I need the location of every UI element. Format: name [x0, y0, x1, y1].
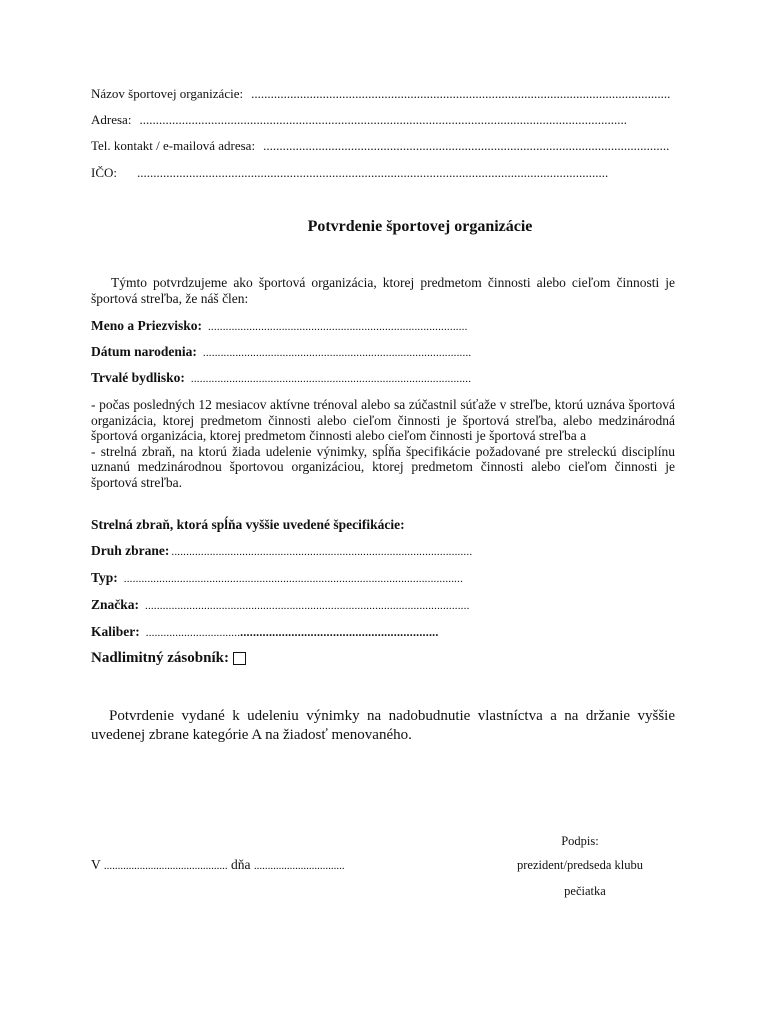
place-field[interactable]: ............................................. [103, 860, 228, 872]
ico-line [91, 165, 608, 181]
weapon-kind-label: Typ: [91, 570, 118, 585]
ico-label: IČO: [91, 165, 117, 180]
signature-label: Podpis: [561, 834, 599, 848]
address-label: Adresa: [91, 112, 132, 127]
magazine-line [91, 650, 246, 667]
president-label: prezident/predseda klubu [517, 858, 643, 872]
birth-date-label: Dátum narodenia: [91, 344, 197, 359]
ico-field[interactable]: ................................................................................................................................................. [137, 165, 609, 180]
member-name-line [91, 318, 468, 334]
closing-paragraph: Potvrdenie vydané k udeleniu výnimky na nadobudnutie vlastníctva a na držanie vyššie uvedenej zbrane kategórie A na žiadosť menovaného. [91, 708, 675, 743]
residence-line [91, 370, 471, 386]
org-name-line [91, 86, 670, 102]
weapon-kind-line [91, 570, 463, 586]
weapon-brand-field[interactable]: .............................................................................................................. [145, 600, 470, 612]
weapon-brand-line [91, 597, 470, 613]
member-name-field[interactable]: ........................................................................................ [207, 321, 468, 333]
condition-training: - počas posledných 12 mesiacov aktívne trénoval alebo sa zúčastnil súťaže v streľbe, ktorú uznáva športová organizácia, ktorej predmetom činnosti alebo cieľom činnosti je športová streľba, alebo medzinárodná športová organizácia, ktorej predmetom činnosti alebo cieľom činnosti je športová streľba a [91, 397, 675, 443]
address-line [91, 112, 627, 128]
weapon-type-field[interactable]: ...................................................................................................... [171, 546, 473, 558]
org-name-field[interactable]: ................................................................................................................................. [251, 86, 671, 101]
address-field[interactable]: ...................................................................................................................................................... [139, 112, 627, 127]
date-label: dňa [231, 857, 251, 872]
residence-field[interactable]: ............................................................................................... [190, 373, 472, 385]
contact-field[interactable]: ............................................................................................................................. [263, 138, 670, 153]
weapon-caliber-field-bold[interactable]: .............................................................. [240, 625, 439, 639]
contact-label: Tel. kontakt / e-mailová adresa: [91, 138, 256, 153]
weapon-caliber-line [91, 624, 439, 640]
weapon-caliber-label: Kaliber: [91, 624, 140, 639]
residence-label: Trvalé bydlisko: [91, 370, 185, 385]
weapon-caliber-field[interactable]: ................................ [145, 627, 241, 639]
member-name-label: Meno a Priezvisko: [91, 318, 202, 333]
stamp-label: pečiatka [564, 884, 606, 898]
weapon-type-label: Druh zbrane: [91, 543, 170, 558]
condition-weapon-spec: - strelná zbraň, na ktorú žiada udelenie výnimky, spĺňa špecifikácie požadované pre streleckú disciplínu uznanú medzinárodnou športovou organizáciou, ktorej predmetom činnosti alebo cieľom činnosti je športová streľba. [91, 443, 675, 490]
weapon-spec-heading: Strelná zbraň, ktorá spĺňa vyššie uvedené špecifikácie: [91, 517, 405, 532]
org-name-label: Názov športovej organizácie: [91, 86, 244, 101]
place-date-line [91, 857, 345, 873]
intro-paragraph: Týmto potvrdzujeme ako športová organizácia, ktorej predmetom činnosti alebo cieľom činnosti je športová streľba, že náš člen: [91, 275, 675, 306]
document-title: Potvrdenie športovej organizácie [307, 218, 533, 235]
conditions-block [91, 397, 675, 490]
magazine-label: Nadlimitný zásobník: [91, 650, 229, 666]
contact-line [91, 138, 669, 154]
place-label: V [91, 857, 101, 872]
weapon-brand-label: Značka: [91, 597, 140, 612]
weapon-kind-field[interactable]: ................................................................................................................... [123, 573, 464, 585]
birth-date-line [91, 344, 471, 360]
magazine-checkbox[interactable] [233, 652, 246, 665]
date-field[interactable]: ................................. [253, 860, 345, 872]
weapon-type-line [91, 543, 472, 559]
birth-date-field[interactable]: ........................................................................................... [202, 347, 472, 359]
